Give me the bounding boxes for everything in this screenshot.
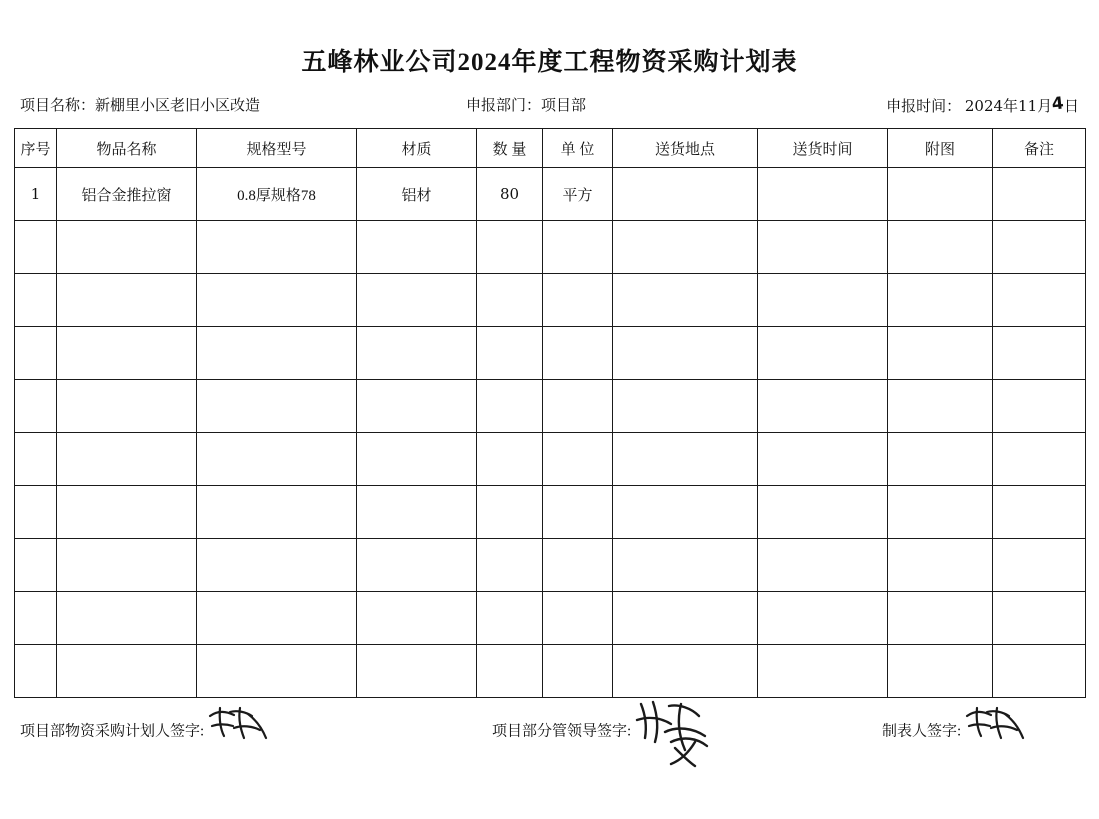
cell-spec — [197, 380, 357, 433]
cell-seq — [15, 433, 57, 486]
cell-delivery-time — [758, 592, 888, 645]
signature-footer — [14, 712, 1085, 782]
cell-note — [993, 486, 1086, 539]
col-header-picture: 附图 — [888, 129, 993, 168]
table-header-row — [15, 129, 1086, 168]
cell-picture — [888, 486, 993, 539]
meta-date-suffix: 日 — [1063, 99, 1079, 115]
cell-address — [613, 645, 758, 698]
cell-address — [613, 539, 758, 592]
cell-quantity — [477, 645, 543, 698]
signature-label-planner: 项目部物资采购计划人签字: — [20, 723, 205, 740]
col-header-spec: 规格型号 — [197, 129, 357, 168]
cell-name: 铝合金推拉窗 — [57, 168, 197, 221]
cell-delivery-time — [758, 327, 888, 380]
cell-address — [613, 380, 758, 433]
cell-picture — [888, 221, 993, 274]
meta-department — [466, 94, 586, 118]
cell-material — [357, 433, 477, 486]
meta-project-value: 新棚里小区老旧小区改造 — [95, 98, 261, 114]
cell-delivery-time — [758, 168, 888, 221]
cell-picture — [888, 168, 993, 221]
cell-material — [357, 592, 477, 645]
meta-project-label: 项目名称： — [20, 98, 96, 114]
cell-name — [57, 327, 197, 380]
cell-name — [57, 539, 197, 592]
cell-delivery-time — [758, 274, 888, 327]
table-row — [15, 380, 1086, 433]
cell-delivery-time — [758, 221, 888, 274]
cell-note — [993, 592, 1086, 645]
table-row — [15, 221, 1086, 274]
table-row — [15, 168, 1086, 221]
cell-name — [57, 380, 197, 433]
cell-unit — [543, 539, 613, 592]
cell-note — [993, 274, 1086, 327]
table-row — [15, 486, 1086, 539]
cell-note — [993, 433, 1086, 486]
cell-seq — [15, 380, 57, 433]
cell-note — [993, 168, 1086, 221]
cell-spec — [197, 539, 357, 592]
page-title: 五峰林业公司2024年度工程物资采购计划表 — [301, 49, 798, 76]
meta-department-label: 申报部门： — [466, 98, 542, 114]
signature-block-leader — [492, 712, 723, 752]
signature-block-preparer — [882, 712, 1027, 752]
meta-date — [886, 94, 1079, 119]
col-header-seq: 序号 — [15, 129, 57, 168]
cell-address — [613, 327, 758, 380]
cell-quantity — [477, 433, 543, 486]
cell-delivery-time — [758, 380, 888, 433]
table-row — [15, 645, 1086, 698]
table-row — [15, 592, 1086, 645]
signature-label-leader: 项目部分管领导签字: — [492, 723, 632, 740]
cell-material — [357, 539, 477, 592]
cell-unit — [543, 274, 613, 327]
cell-quantity — [477, 327, 543, 380]
cell-unit — [543, 380, 613, 433]
cell-name — [57, 433, 197, 486]
cell-note — [993, 221, 1086, 274]
cell-quantity — [477, 539, 543, 592]
cell-address — [613, 433, 758, 486]
cell-unit — [543, 592, 613, 645]
cell-name — [57, 274, 197, 327]
cell-quantity — [477, 592, 543, 645]
cell-spec — [197, 433, 357, 486]
table-row — [15, 274, 1086, 327]
document-page — [0, 48, 1099, 819]
col-header-material: 材质 — [357, 129, 477, 168]
cell-picture — [888, 592, 993, 645]
table-row — [15, 433, 1086, 486]
meta-project — [20, 94, 260, 118]
signature-mark-planner — [204, 712, 270, 752]
cell-seq — [15, 274, 57, 327]
cell-quantity — [477, 486, 543, 539]
meta-department-value: 项目部 — [541, 98, 587, 114]
meta-date-day-handwritten: 4 — [1050, 93, 1065, 115]
cell-delivery-time — [758, 433, 888, 486]
cell-picture — [888, 274, 993, 327]
cell-address — [613, 274, 758, 327]
cell-note — [993, 380, 1086, 433]
cell-picture — [888, 433, 993, 486]
cell-picture — [888, 327, 993, 380]
signature-block-planner — [20, 712, 270, 752]
cell-unit — [543, 433, 613, 486]
cell-unit: 平方 — [543, 168, 613, 221]
signature-label-preparer: 制表人签字: — [882, 723, 962, 740]
table-row — [15, 539, 1086, 592]
cell-spec — [197, 221, 357, 274]
cell-material — [357, 486, 477, 539]
cell-delivery-time — [758, 645, 888, 698]
cell-seq — [15, 645, 57, 698]
cell-note — [993, 645, 1086, 698]
col-header-note: 备注 — [993, 129, 1086, 168]
cell-material: 铝材 — [357, 168, 477, 221]
document-meta — [14, 94, 1085, 124]
cell-address — [613, 168, 758, 221]
meta-date-label: 申报时间： — [886, 99, 962, 115]
cell-note — [993, 327, 1086, 380]
cell-name — [57, 221, 197, 274]
signature-mark-leader — [631, 712, 723, 752]
cell-seq: 1 — [15, 168, 57, 221]
table-row — [15, 327, 1086, 380]
cell-address — [613, 221, 758, 274]
cell-spec: 0.8厚规格78 — [197, 168, 357, 221]
cell-seq — [15, 539, 57, 592]
cell-quantity — [477, 274, 543, 327]
cell-picture — [888, 380, 993, 433]
cell-unit — [543, 221, 613, 274]
cell-spec — [197, 486, 357, 539]
cell-picture — [888, 645, 993, 698]
cell-unit — [543, 327, 613, 380]
cell-material — [357, 221, 477, 274]
cell-seq — [15, 327, 57, 380]
cell-unit — [543, 645, 613, 698]
cell-spec — [197, 592, 357, 645]
cell-address — [613, 592, 758, 645]
col-header-delivery-time: 送货时间 — [758, 129, 888, 168]
cell-spec — [197, 274, 357, 327]
cell-material — [357, 327, 477, 380]
col-header-address: 送货地点 — [613, 129, 758, 168]
cell-picture — [888, 539, 993, 592]
cell-address — [613, 486, 758, 539]
cell-quantity — [477, 380, 543, 433]
cell-quantity — [477, 221, 543, 274]
cell-quantity: 80 — [477, 168, 543, 221]
cell-name — [57, 592, 197, 645]
cell-seq — [15, 486, 57, 539]
meta-date-value: 2024年11月 — [964, 97, 1053, 115]
col-header-unit: 单 位 — [543, 129, 613, 168]
cell-material — [357, 645, 477, 698]
cell-spec — [197, 327, 357, 380]
cell-delivery-time — [758, 486, 888, 539]
cell-material — [357, 380, 477, 433]
cell-seq — [15, 221, 57, 274]
cell-spec — [197, 645, 357, 698]
cell-note — [993, 539, 1086, 592]
cell-seq — [15, 592, 57, 645]
cell-name — [57, 645, 197, 698]
cell-material — [357, 274, 477, 327]
cell-delivery-time — [758, 539, 888, 592]
cell-name — [57, 486, 197, 539]
col-header-name: 物品名称 — [57, 129, 197, 168]
procurement-table — [14, 128, 1086, 698]
cell-unit — [543, 486, 613, 539]
signature-mark-preparer — [961, 712, 1027, 752]
col-header-quantity: 数 量 — [477, 129, 543, 168]
